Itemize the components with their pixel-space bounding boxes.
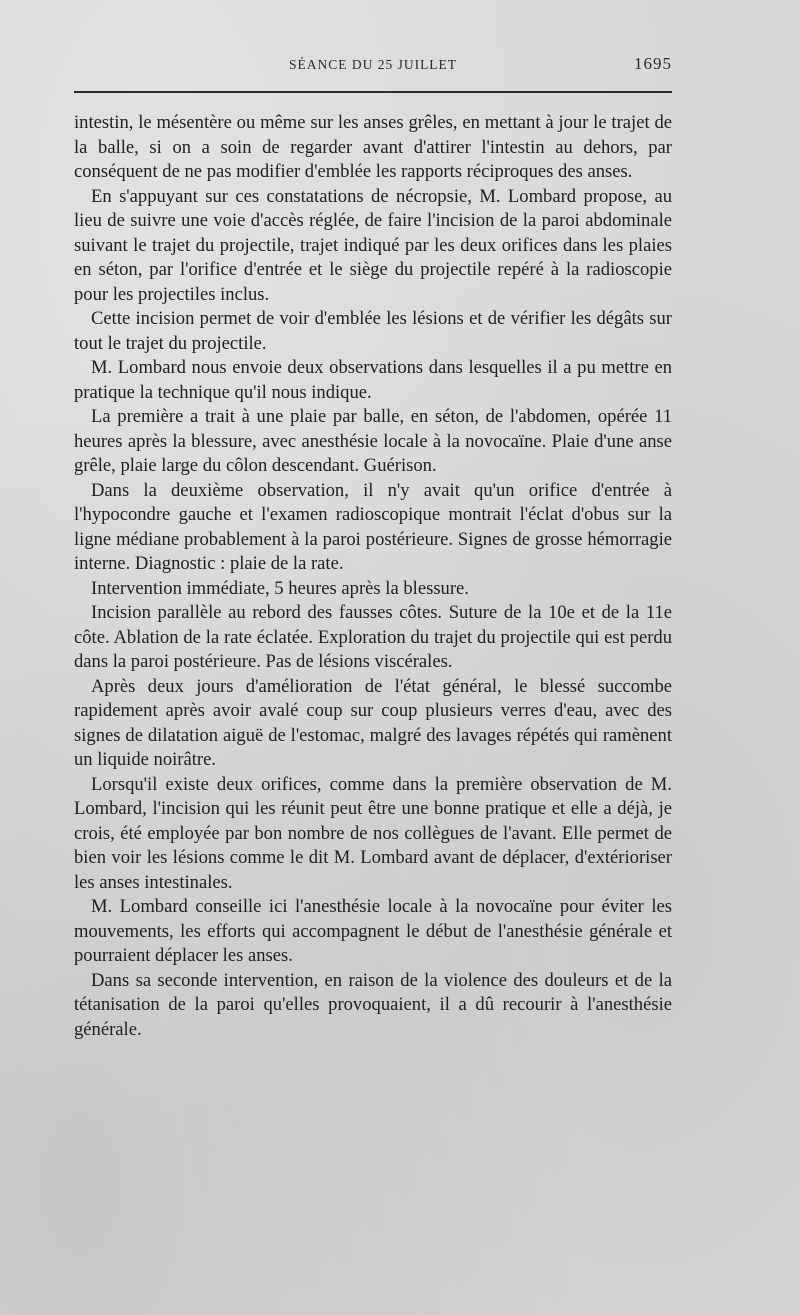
paragraph-3: Cette incision permet de voir d'emblée les lésions et de vérifier les dégâts sur tout le trajet du projectile. [74, 308, 672, 354]
paragraph-7: Intervention immédiate, 5 heures après la blessure. [91, 577, 469, 599]
paragraph-1: intestin, le mésentère ou même sur les anses grêles, en mettant à jour le trajet de la balle, si on a soin de regarder avant d'attirer l'intestin au dehors, par conséquent de ne pas modifier d'emblée les rapports réciproques des anses. [74, 112, 672, 182]
paragraph-6: Dans la deuxième observation, il n'y avait qu'un orifice d'entrée à l'hypocondre gauche et l'examen radioscopique montrait l'éclat d'obus sur la ligne médiane probablement à la paroi postérieure. Signes de grosse hémorragie interne. Diagnostic : plaie de la rate. [74, 479, 672, 574]
paragraph-4: M. Lombard nous envoie deux observations dans lesquelles il a pu mettre en pratique la technique qu'il nous indique. [74, 357, 672, 403]
paragraph-11: M. Lombard conseille ici l'anesthésie locale à la novocaïne pour éviter les mouvements, les efforts qui accompagnent le début de l'anesthésie générale et pourraient déplacer les anses. [74, 896, 672, 966]
running-head [74, 54, 672, 78]
header-rule [74, 91, 672, 93]
paragraph-8: Incision parallèle au rebord des fausses côtes. Suture de la 10e et de la 11e côte. Ablation de la rate éclatée. Exploration du trajet du projectile qui est perdu dans la paroi postérieure. Pas de lésions viscérales. [74, 602, 672, 672]
paragraph-2: En s'appuyant sur ces constatations de nécropsie, M. Lombard propose, au lieu de suivre une voie d'accès réglée, de faire l'incision de la paroi abdominale suivant le trajet du projectile, trajet indiqué par les deux orifices dans les plaies en séton, par l'orifice d'entrée et le siège du projectile repéré à la radioscopie pour les projectiles inclus. [74, 185, 672, 305]
running-title: SÉANCE DU 25 JUILLET [288, 57, 458, 72]
paragraph-5: La première a trait à une plaie par balle, en séton, de l'abdomen, opérée 11 heures après la blessure, avec anesthésie locale à la novocaïne. Plaie d'une anse grêle, plaie large du côlon descendant. Guérison. [74, 406, 672, 476]
body-text [74, 111, 672, 1042]
paragraph-12: Dans sa seconde intervention, en raison de la violence des douleurs et de la tétanisation de la paroi qu'elles provoquaient, il a dû recourir à l'anesthésie générale. [74, 969, 672, 1040]
paragraph-10: Lorsqu'il existe deux orifices, comme dans la première observation de M. Lombard, l'incision qui les réunit peut être une bonne pratique et elle a déjà, je crois, été employée par bon nombre de nos collègues de l'avant. Elle permet de bien voir les lésions comme le dit M. Lombard avant de déplacer, d'extérioriser les anses intestinales. [74, 773, 672, 893]
page-number: 1695 [634, 54, 672, 73]
paragraph-9: Après deux jours d'amélioration de l'état général, le blessé succombe rapidement après avoir avalé coup sur coup plusieurs verres d'eau, avec des signes de dilatation aiguë de l'estomac, malgré des lavages répétés qui ramènent un liquide noirâtre. [74, 675, 672, 770]
